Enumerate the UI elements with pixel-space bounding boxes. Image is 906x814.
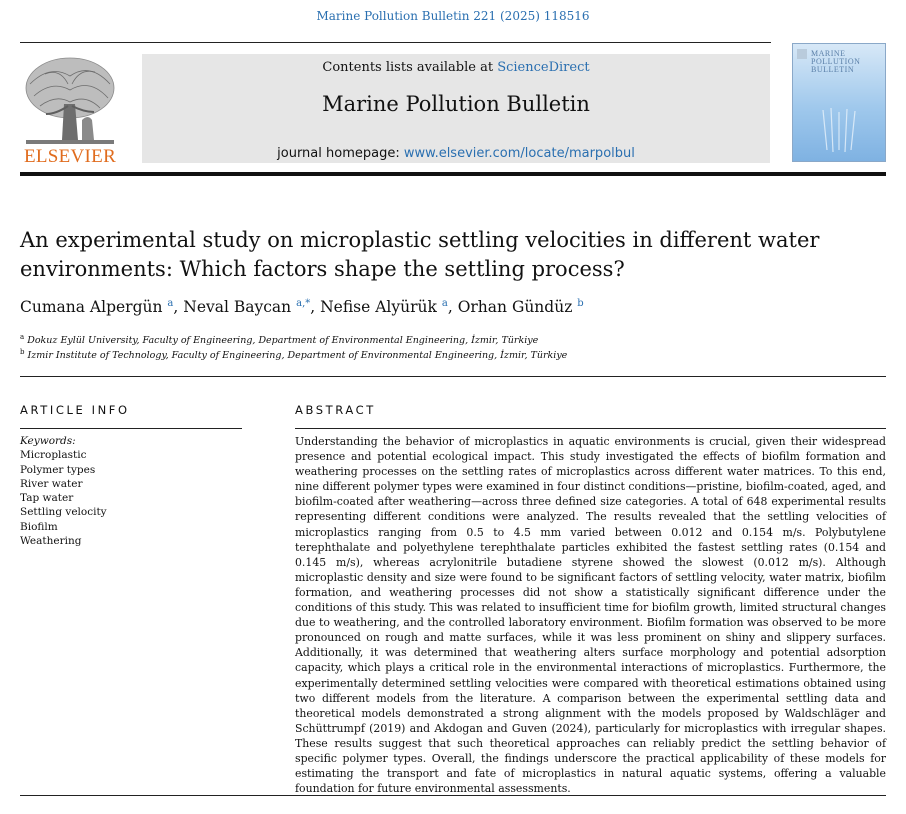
- author-name[interactable]: Orhan Gündüz: [457, 298, 573, 317]
- keyword-item: Tap water: [20, 492, 74, 505]
- author-affiliation-marker[interactable]: a: [441, 298, 448, 309]
- cover-title-line: POLLUTION: [811, 57, 861, 66]
- keywords-label: Keywords:: [20, 435, 76, 447]
- elsevier-logo[interactable]: [20, 54, 120, 167]
- homepage-link[interactable]: www.elsevier.com/locate/marpolbul: [403, 146, 635, 161]
- affiliation-text: Izmir Institute of Technology, Faculty of Engineering, Department of Environmental Engineering, İzmir, Türkiye: [27, 350, 568, 362]
- keyword-item: Polymer types: [20, 463, 96, 476]
- article-info-rule: [20, 428, 242, 429]
- publisher-name: ELSEVIER: [23, 146, 117, 167]
- cover-title-line: BULLETIN: [811, 65, 855, 74]
- section-divider: [20, 376, 886, 377]
- header-top-rule: [20, 42, 771, 43]
- journal-citation[interactable]: Marine Pollution Bulletin 221 (2025) 118516: [316, 9, 590, 23]
- author-name[interactable]: Nefise Alyürük: [320, 298, 437, 317]
- author-affiliation-marker[interactable]: b: [577, 298, 584, 309]
- header-bottom-rule: [20, 172, 886, 176]
- article-title: An experimental study on microplastic settling velocities in different water environments: Which factors shape the settling process?: [20, 228, 820, 281]
- author-affiliation-marker[interactable]: a: [167, 298, 174, 309]
- tree-icon: [20, 54, 120, 146]
- contents-prefix: Contents lists available at: [322, 60, 498, 75]
- cover-logo-icon: [797, 49, 807, 59]
- affiliation-b: [20, 348, 567, 361]
- cover-title: [811, 50, 883, 74]
- journal-homepage: [142, 146, 770, 161]
- keywords-list: [20, 434, 240, 548]
- affiliation-marker: a: [20, 333, 25, 341]
- sciencedirect-link[interactable]: ScienceDirect: [497, 60, 590, 75]
- author-affiliation-marker[interactable]: a,*: [296, 298, 311, 309]
- article-info-heading: ARTICLE INFO: [20, 403, 130, 417]
- affiliation-text: Dokuz Eylül University, Faculty of Engineering, Department of Environmental Engineering, İzmir, Türkiye: [27, 335, 539, 347]
- abstract-rule: [295, 428, 886, 429]
- abstract-heading: ABSTRACT: [295, 403, 376, 417]
- author-name[interactable]: Cumana Alpergün: [20, 298, 163, 317]
- keyword-item: Biofilm: [20, 520, 58, 533]
- author-name[interactable]: Neval Baycan: [183, 298, 292, 317]
- cover-art-icon: [817, 106, 863, 154]
- affiliation-a: [20, 333, 538, 346]
- affiliation-marker: b: [20, 348, 25, 356]
- author-list: Cumana Alpergün $^a$, Neval Baycan $^{a,*}$, Nefise Alyürük $^a$, Orhan Gündüz $^b$: [20, 298, 584, 317]
- keyword-item: Weathering: [20, 535, 82, 548]
- abstract-bottom-rule: [20, 795, 886, 796]
- keyword-item: Settling velocity: [20, 506, 107, 519]
- journal-cover-thumbnail[interactable]: [792, 43, 886, 162]
- keyword-item: River water: [20, 477, 83, 490]
- homepage-prefix: journal homepage:: [277, 146, 404, 161]
- contents-available: [142, 60, 770, 75]
- cover-title-line: MARINE: [811, 49, 846, 58]
- journal-masthead: [142, 54, 770, 163]
- journal-name: Marine Pollution Bulletin: [322, 92, 590, 116]
- keyword-item: Microplastic: [20, 449, 87, 462]
- abstract-text: Understanding the behavior of microplastics in aquatic environments is crucial, given their widespread presence and potential ecological impact. This study investigated the effects of biofilm formation and weathering processes on the settling rates of microplastics across different water matrices. To this end, nine different polymer types were examined in four distinct conditions—pristine, biofilm-coated, aged, and biofilm-coated after weathering—across three defined size categories. A total of 648 experimental results representing different conditions were analyzed. The results revealed that the settling velocities of microplastics ranging from 0.5 to 4.5 mm varied between 0.012 and 0.154 m/s. Polybutylene terephthalate and polyethylene terephthalate particles exhibited the fastest settling rates (0.154 and 0.145 m/s), whereas acrylonitrile butadiene styrene showed the slowest (0.012 m/s). Although microplastic density and size were found to be significant factors of settling velocity, water matrix, biofilm formation, and weathering processes did not show a statistically significant difference under the conditions of this study. This was related to insufficient time for biofilm growth, limited structural changes due to weathering, and the controlled laboratory environment. Biofilm formation was observed to be more pronounced on rough and matte surfaces, while it was less prominent on shiny and slippery surfaces. Additionally, it was determined that weathering alters surface morphology and potential adsorption capacity, which plays a critical role in the environmental interactions of microplastics. Furthermore, the experimentally determined settling velocities were compared with theoretical estimations obtained using two different models from the literature. A comparison between the experimental settling data and theoretical models demonstrated a strong alignment with the models proposed by Waldschläger and Schüttrumpf (2019) and Akdogan and Guven (2024), particularly for microplastics with irregular shapes. These results suggest that such theoretical approaches can reliably predict the settling behavior of specific polymer types. Overall, the findings underscore the practical applicability of these models for estimating the transport and fate of microplastics in natural aquatic systems, offering a valuable foundation for future environmental assessments.: [295, 435, 886, 796]
